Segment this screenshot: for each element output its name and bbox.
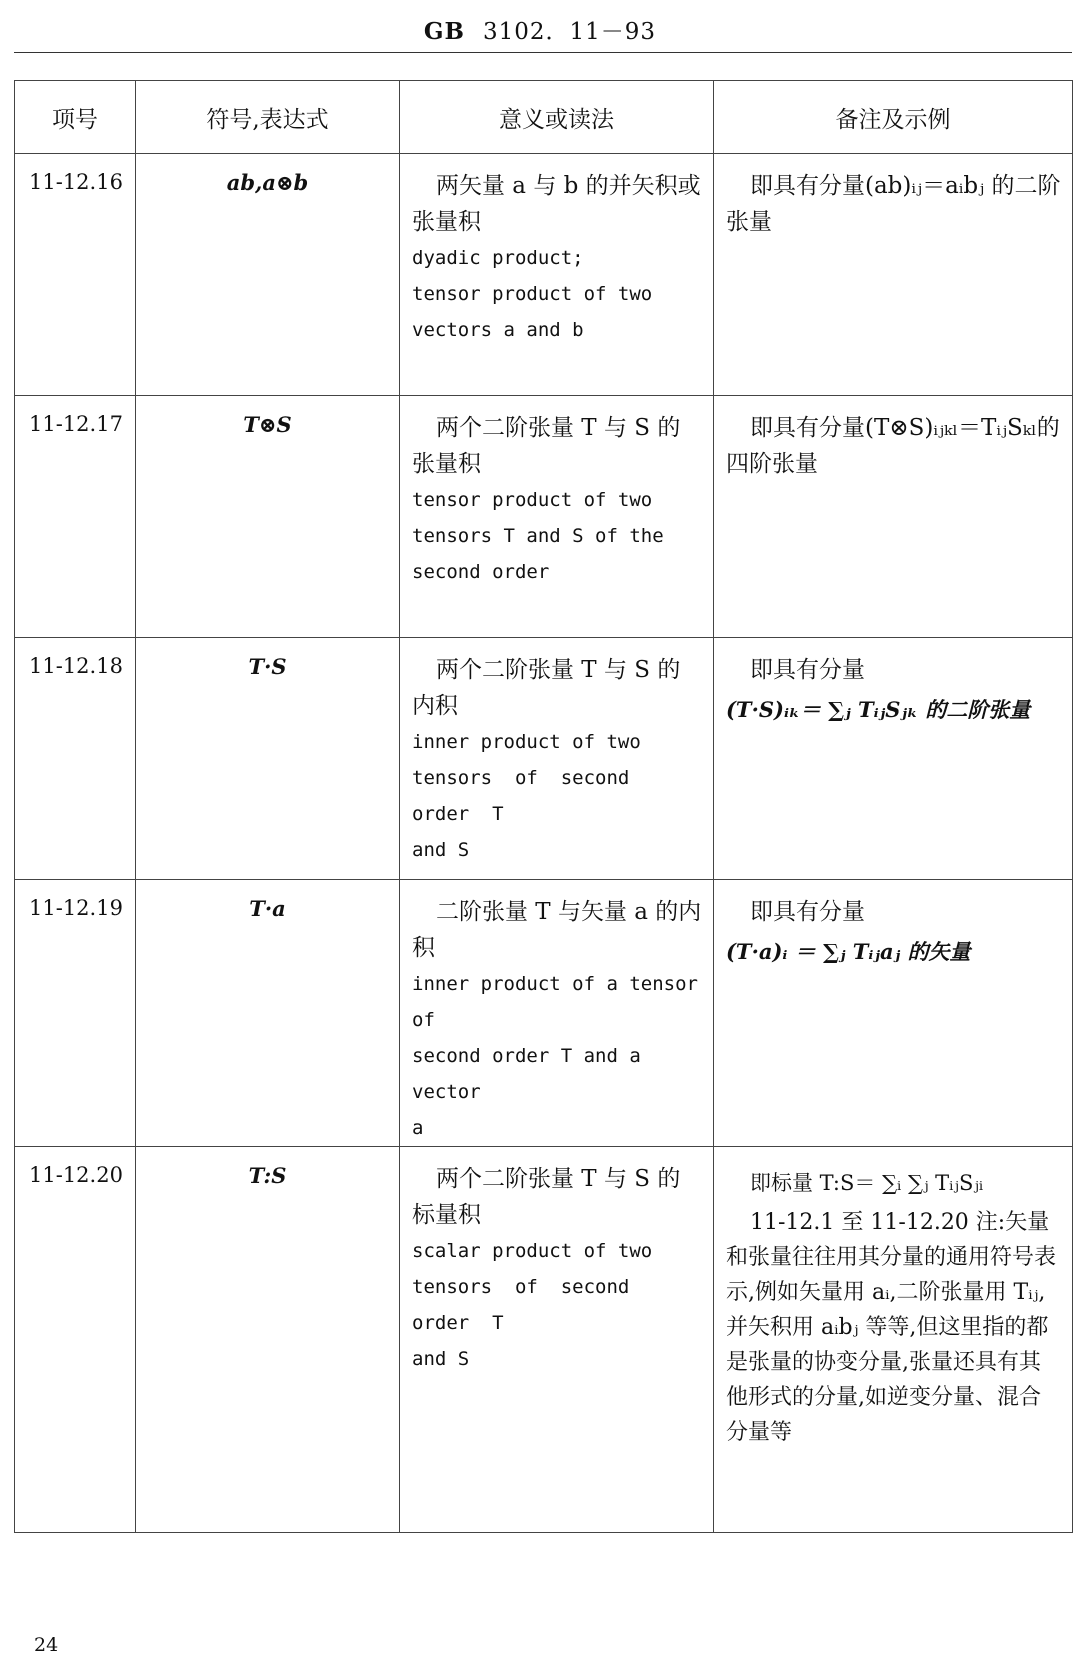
meaning-cell: [400, 1147, 714, 1533]
item-number: 11-12.18: [15, 638, 136, 880]
meaning-zh: 二阶张量 T 与矢量 a 的内积: [412, 899, 702, 961]
item-number: 11-12.19: [15, 880, 136, 1147]
note-text: 即标量 T:S＝ ∑ᵢ ∑ⱼ TᵢⱼSⱼᵢ: [750, 1171, 984, 1195]
note-cell: [714, 154, 1073, 396]
column-header-symbol: 符号,表达式: [136, 81, 400, 154]
symbol-expression: T·a: [136, 880, 400, 1147]
symbol-expression: ab,a⊗b: [136, 154, 400, 396]
meaning-en: dyadic product; tensor product of two vectors a and b: [412, 247, 653, 341]
table-header-row: [15, 81, 1073, 154]
note-cell: [714, 880, 1073, 1147]
item-number: 11-12.20: [15, 1147, 136, 1533]
table-row: [15, 638, 1073, 880]
page-number: 24: [34, 1634, 59, 1656]
meaning-en: inner product of two tensors of second order T and S: [412, 731, 641, 861]
note-text: 即具有分量(T⊗S)ᵢⱼₖₗ＝TᵢⱼSₖₗ的四阶张量: [726, 415, 1060, 477]
note-formula: (T·S)ᵢₖ＝ ∑ⱼ TᵢⱼSⱼₖ 的二阶张量: [726, 697, 1031, 722]
column-header-item-no: 项号: [15, 81, 136, 154]
column-header-meaning: 意义或读法: [400, 81, 714, 154]
table-row: [15, 396, 1073, 638]
note-formula: (T·a)ᵢ ＝ ∑ⱼ Tᵢⱼaⱼ 的矢量: [726, 939, 971, 964]
meaning-zh: 两个二阶张量 T 与 S 的张量积: [412, 415, 681, 477]
column-header-note: 备注及示例: [714, 81, 1073, 154]
note-cell: [714, 638, 1073, 880]
meaning-en: tensor product of two tensors T and S of the second order: [412, 489, 664, 583]
symbol-expression: T⊗S: [136, 396, 400, 638]
meaning-cell: [400, 880, 714, 1147]
quantities-table: [14, 80, 1073, 1533]
meaning-cell: [400, 154, 714, 396]
meaning-zh: 两矢量 a 与 b 的并矢积或张量积: [412, 173, 701, 235]
header-rule: [14, 52, 1072, 53]
meaning-en: scalar product of two tensors of second order T and S: [412, 1240, 653, 1370]
meaning-en: inner product of a tensor of second order T and a vector a: [412, 973, 698, 1139]
table-row: [15, 880, 1073, 1147]
page-header: [0, 0, 1080, 52]
item-number: 11-12.17: [15, 396, 136, 638]
item-number: 11-12.16: [15, 154, 136, 396]
note-general-remark: 11-12.1 至 11-12.20 注:矢量和张量往往用其分量的通用符号表示,例如矢量用 aᵢ,二阶张量用 Tᵢⱼ,并矢积用 aᵢbⱼ 等等,但这里指的都是张量的协变分量,张量还具有其他形式的分量,如逆变分量、混合分量等: [726, 1210, 1057, 1445]
meaning-zh: 两个二阶张量 T 与 S 的标量积: [412, 1166, 681, 1228]
symbol-expression: T·S: [136, 638, 400, 880]
table-row: [15, 154, 1073, 396]
standard-prefix: GB: [423, 18, 465, 45]
note-cell: [714, 396, 1073, 638]
note-text: 即具有分量: [750, 657, 865, 683]
symbol-expression: T:S: [136, 1147, 400, 1533]
note-cell: [714, 1147, 1073, 1533]
note-text: 即具有分量(ab)ᵢⱼ＝aᵢbⱼ 的二阶张量: [726, 173, 1061, 235]
meaning-cell: [400, 638, 714, 880]
note-text: 即具有分量: [750, 899, 865, 925]
table-row: [15, 1147, 1073, 1533]
meaning-zh: 两个二阶张量 T 与 S 的内积: [412, 657, 681, 719]
meaning-cell: [400, 396, 714, 638]
standard-number: 3102．11－93: [483, 19, 657, 45]
